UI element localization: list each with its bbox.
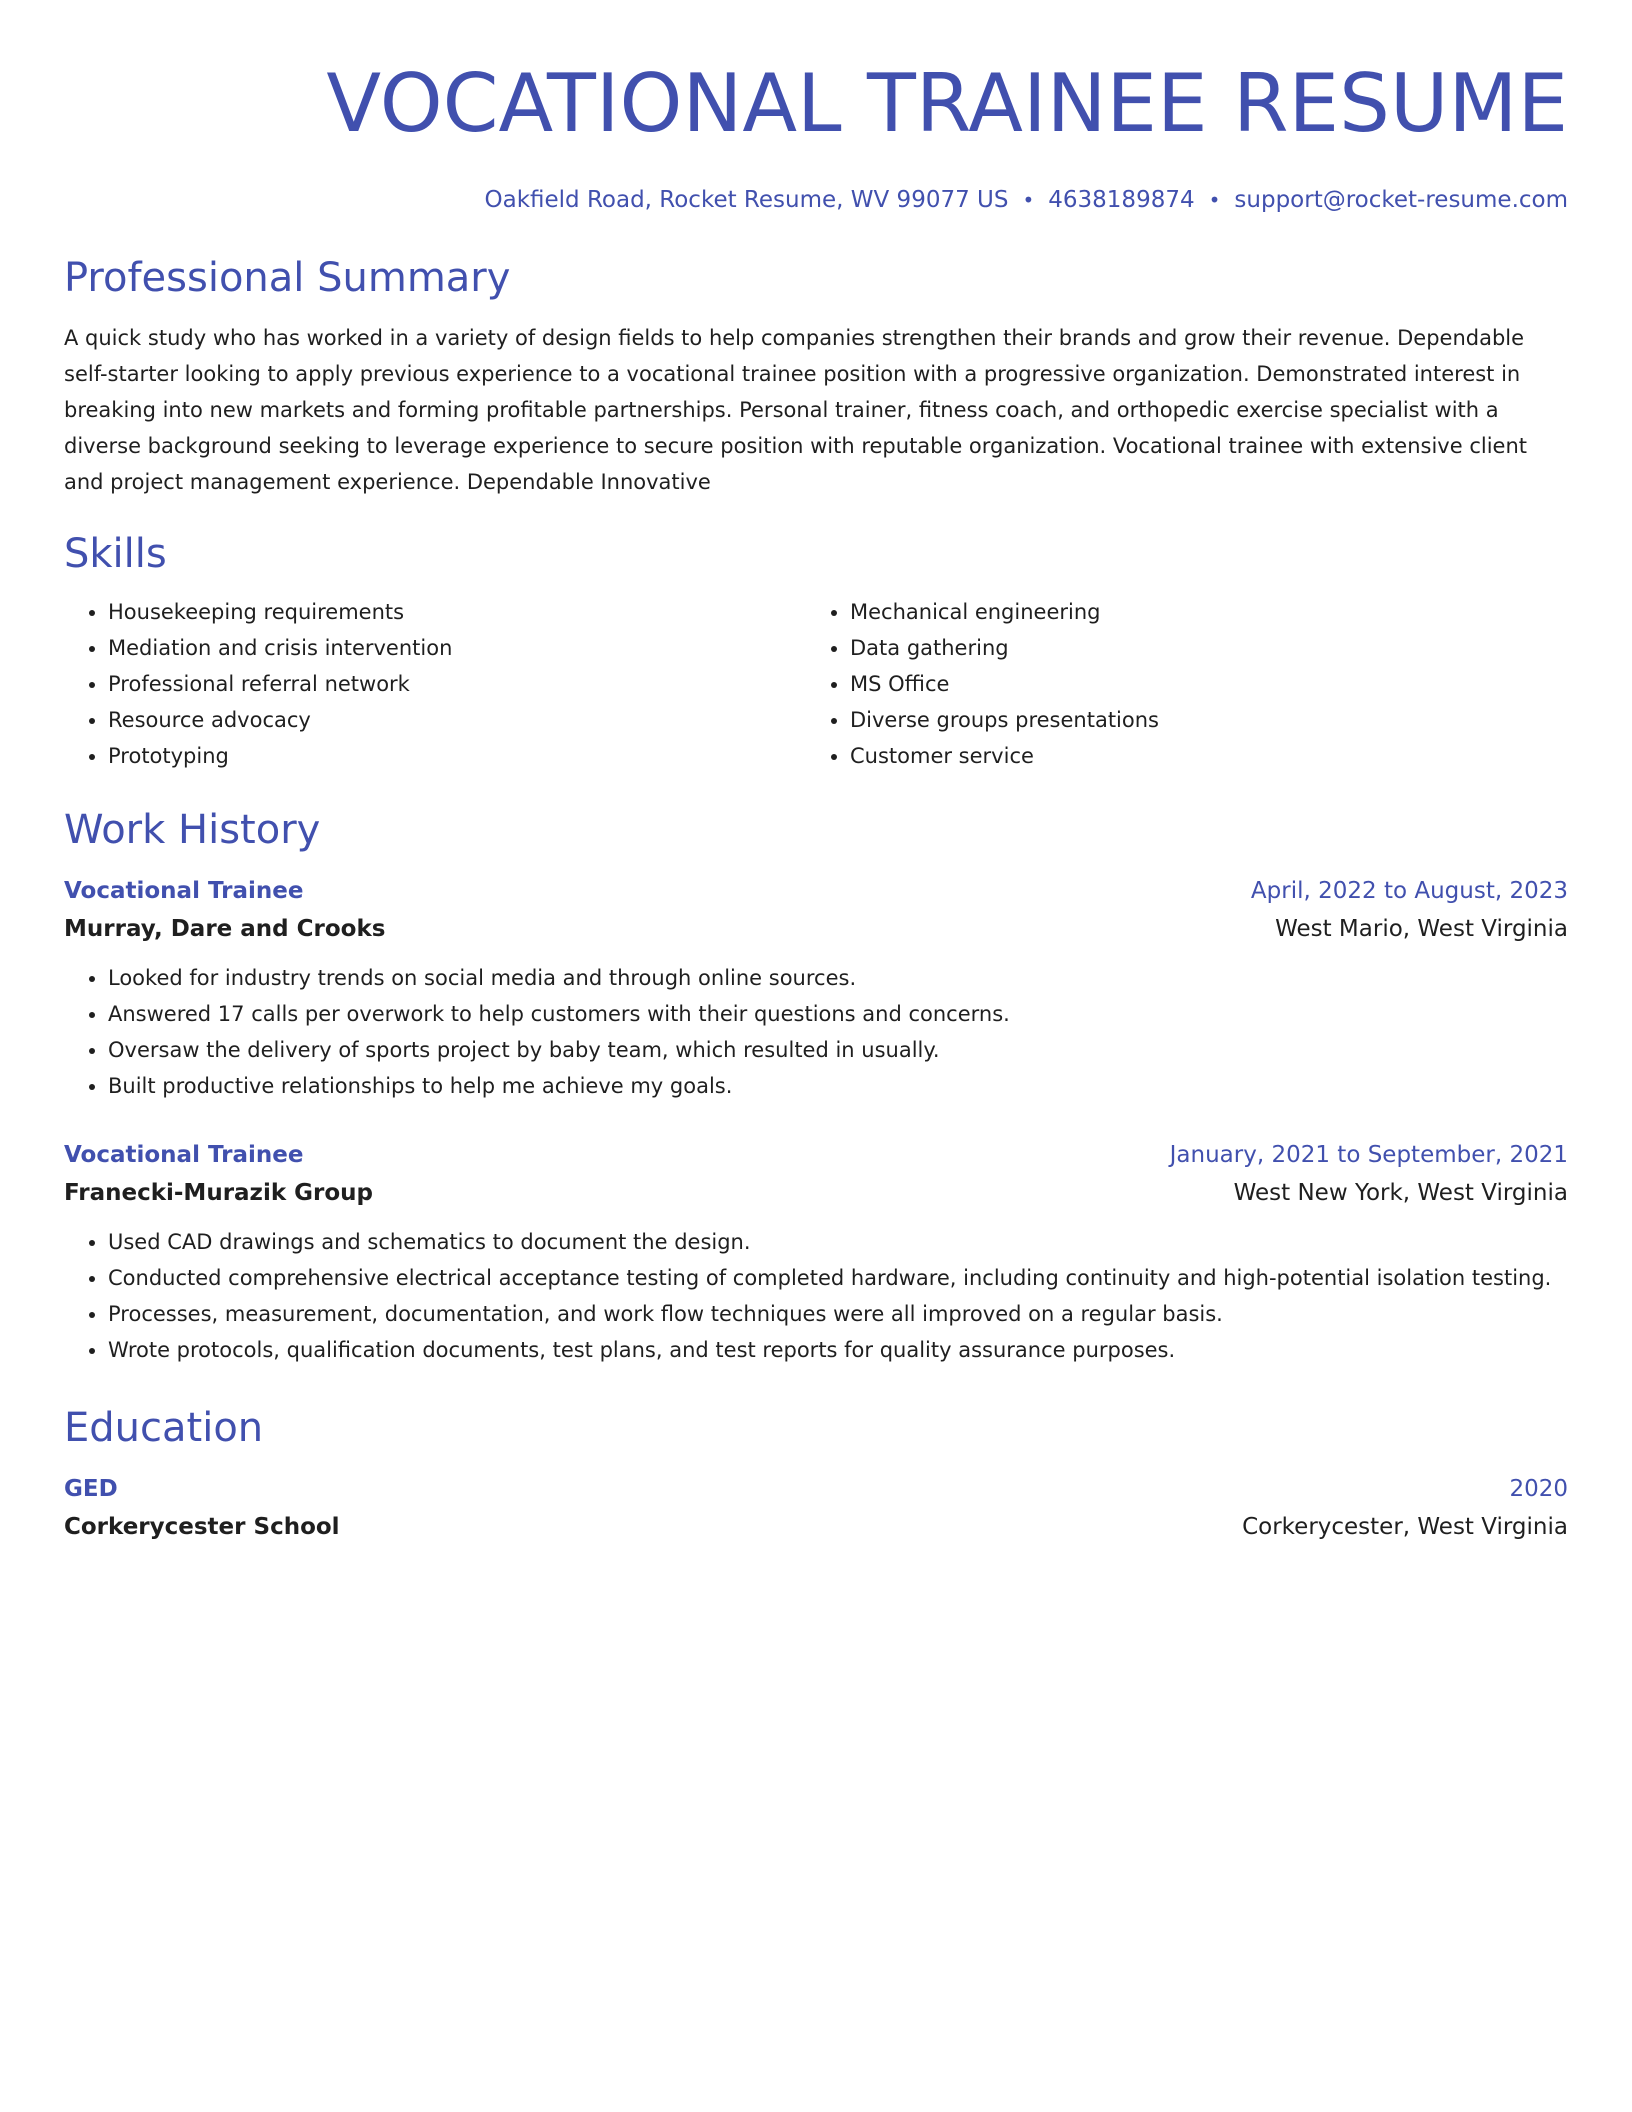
education-subheader: [64, 1508, 1568, 1546]
job-entry: [64, 872, 1568, 1104]
job-role: Vocational Trainee: [64, 1142, 304, 1168]
job-dates: January, 2021 to September, 2021: [1169, 1142, 1568, 1168]
contact-separator: •: [1208, 188, 1221, 212]
skills-column-right: [806, 594, 1548, 774]
skill-item: • MS Office: [850, 666, 1548, 702]
job-dates: April, 2022 to August, 2023: [1250, 878, 1568, 904]
skill-item: • Customer service: [850, 738, 1548, 774]
job-bullet: • Built productive relationships to help me achieve my goals.: [108, 1068, 1568, 1104]
job-subheader: [64, 1174, 1568, 1212]
contact-address: Oakfield Road, Rocket Resume, WV 99077 US: [484, 187, 1009, 213]
job-bullet: • Answered 17 calls per overwork to help customers with their questions and concerns.: [108, 996, 1568, 1032]
summary-text: A quick study who has worked in a variety of design fields to help companies strengthen their brands and grow their revenue. Dependable self-starter looking to apply previous experience to a vocational trainee position with a progressive organization. Demonstrated interest in breaking into new markets and forming profitable partnerships. Personal trainer, fitness coach, and orthopedic exercise specialist with a diverse background seeking to leverage experience to secure position with reputable organization. Vocational trainee with extensive client and project management experience. Dependable Innovative: [64, 326, 1527, 494]
job-subheader: [64, 910, 1568, 948]
contact-phone: 4638189874: [1048, 187, 1195, 213]
job-bullet: • Looked for industry trends on social media and through online sources.: [108, 960, 1568, 996]
job-bullet: • Wrote protocols, qualification documents, test plans, and test reports for quality assurance purposes.: [108, 1332, 1568, 1368]
skill-item: • Prototyping: [108, 738, 806, 774]
contact-separator: •: [1022, 188, 1035, 212]
job-role: Vocational Trainee: [64, 878, 304, 904]
resume-page: [64, 0, 1568, 1546]
job-header: [64, 872, 1568, 910]
education-entry: [64, 1470, 1568, 1546]
skill-item: • Data gathering: [850, 630, 1548, 666]
job-company: Murray, Dare and Crooks: [64, 916, 386, 942]
job-bullets: [64, 1224, 1568, 1368]
job-bullet: • Used CAD drawings and schematics to document the design.: [108, 1224, 1568, 1260]
contact-line: [64, 184, 1568, 216]
skill-item: • Diverse groups presentations: [850, 702, 1548, 738]
skill-item: • Mediation and crisis intervention: [108, 630, 806, 666]
education-degree: GED: [64, 1476, 118, 1502]
skills-heading: Skills: [64, 531, 167, 577]
resume-title: VOCATIONAL TRAINEE RESUME: [326, 57, 1568, 150]
job-bullet: • Oversaw the delivery of sports project by baby team, which resulted in usually.: [108, 1032, 1568, 1068]
job-header: [64, 1136, 1568, 1174]
skills-list: [64, 594, 1568, 774]
education-heading: Education: [64, 1405, 264, 1451]
job-bullet: • Conducted comprehensive electrical acceptance testing of completed hardware, including continuity and high-potential isolation testing.: [108, 1260, 1568, 1296]
skill-item: • Mechanical engineering: [850, 594, 1548, 630]
education-school: Corkerycester School: [64, 1514, 340, 1540]
job-company: Franecki-Murazik Group: [64, 1180, 373, 1206]
education-header: [64, 1470, 1568, 1508]
education-year: 2020: [1509, 1476, 1568, 1502]
contact-email: support@rocket-resume.com: [1234, 187, 1568, 213]
work-history-heading: Work History: [64, 807, 321, 853]
job-location: West Mario, West Virginia: [1275, 916, 1568, 942]
summary-heading: Professional Summary: [64, 255, 511, 301]
skill-item: • Professional referral network: [108, 666, 806, 702]
job-entry: [64, 1136, 1568, 1368]
job-bullets: [64, 960, 1568, 1104]
skill-item: • Resource advocacy: [108, 702, 806, 738]
skill-item: • Housekeeping requirements: [108, 594, 806, 630]
job-bullet: • Processes, measurement, documentation, and work flow techniques were all improved on a regular basis.: [108, 1296, 1568, 1332]
job-location: West New York, West Virginia: [1233, 1180, 1568, 1206]
skills-column-left: [64, 594, 806, 774]
education-location: Corkerycester, West Virginia: [1242, 1514, 1568, 1540]
